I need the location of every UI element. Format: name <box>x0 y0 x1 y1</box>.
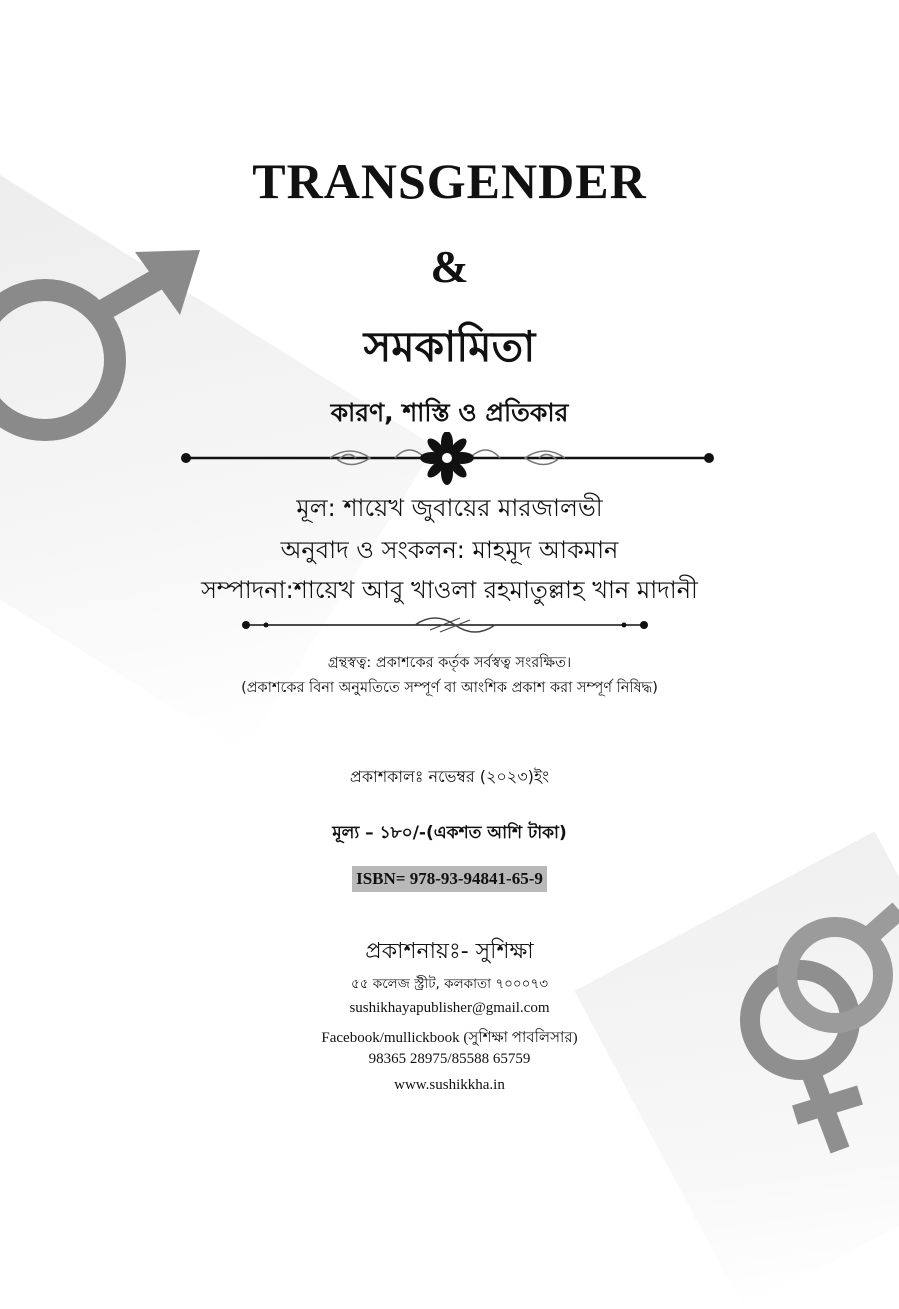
author-original: মূল: শায়েখ জুবায়ের মারজালভী <box>296 494 603 522</box>
price: মূল্য – ১৮০/-(একশত আশি টাকা) <box>332 823 567 843</box>
small-ornament-divider <box>240 612 650 638</box>
subtitle: কারণ, শাস্তি ও প্রতিকার <box>330 398 569 427</box>
publication-date: প্রকাশকালঃ নভেম্বর (২০২৩)ইং <box>349 767 550 786</box>
publisher-phone: 98365 28975/85588 65759 <box>368 1051 531 1067</box>
publisher-facebook: Facebook/mullickbook (সুশিক্ষা পাবলিসার) <box>321 1030 578 1046</box>
isbn-container <box>0 866 899 892</box>
flower-ornament-divider <box>180 432 715 488</box>
publisher-website: www.sushikkha.in <box>394 1077 505 1093</box>
copyright-notice: গ্রন্থস্বত্ব: প্রকাশকের কর্তৃক সর্বস্বত্ব সংরক্ষিত। <box>327 655 572 671</box>
publisher-name: প্রকাশনায়ঃ- সুশিক্ষা <box>365 939 534 964</box>
title-ampersand: & <box>430 241 469 292</box>
bengali-title: সমকামিতা <box>363 322 536 371</box>
publisher-address: ৫৫ কলেজ স্ট্রীট, কলকাতা ৭০০০৭৩ <box>350 976 548 992</box>
flower-ornament-icon <box>420 432 474 485</box>
author-translation: অনুবাদ ও সংকলন: মাহমূদ আকমান <box>280 536 619 564</box>
isbn: ISBN= 978-93-94841-65-9 <box>352 866 547 892</box>
copyright-restriction: (প্রকাশকের বিনা অনুমতিতে সম্পূর্ণ বা আংশিক প্রকাশ করা সম্পূর্ণ নিষিদ্ধ) <box>241 680 658 696</box>
book-title: TRANSGENDER <box>252 153 647 209</box>
author-editor: সম্পাদনা:শায়েখ আবু খাওলা রহমাতুল্লাহ খান মাদানী <box>201 576 698 604</box>
publisher-email: sushikhayapublisher@gmail.com <box>349 1000 550 1016</box>
